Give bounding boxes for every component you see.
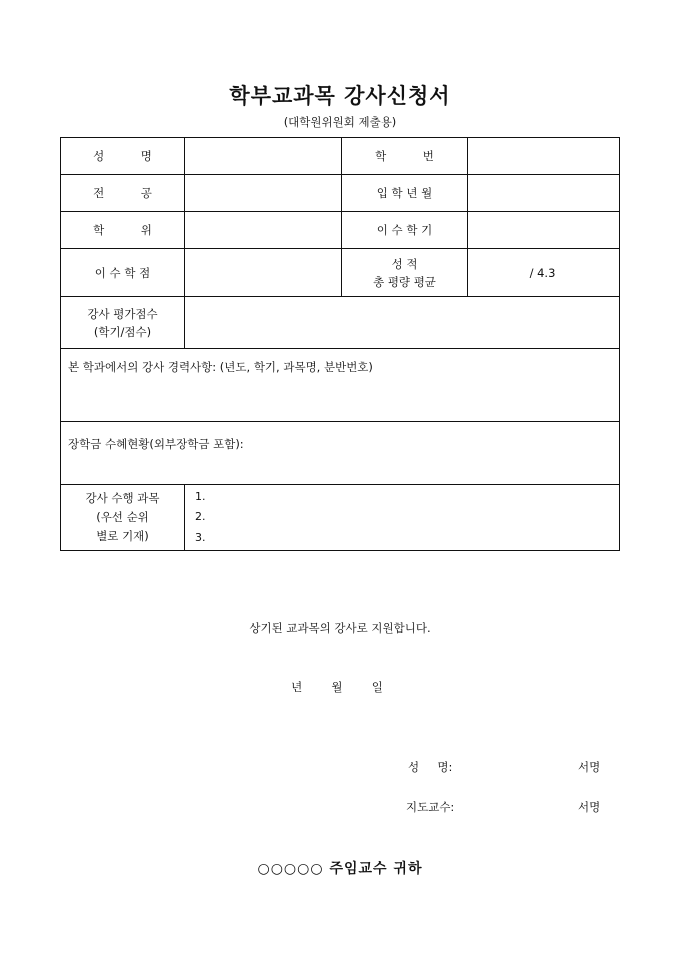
courses-label-line2: (우선 순위 xyxy=(96,510,149,524)
evaluation-label xyxy=(61,297,185,348)
form-row-courses xyxy=(61,485,619,550)
gpa-value: / 4.3 xyxy=(529,265,556,280)
major-field[interactable] xyxy=(185,175,342,211)
date-line: 년 월 일 xyxy=(291,680,383,694)
name-field[interactable] xyxy=(185,138,342,174)
applicant-label: 성 명: xyxy=(408,760,453,774)
advisor-signature[interactable]: 서명 xyxy=(578,800,601,814)
gpa-label xyxy=(342,249,468,296)
form-row-credits xyxy=(61,249,619,297)
application-form-table xyxy=(60,137,620,551)
degree-field[interactable] xyxy=(185,212,342,248)
applicant-signature[interactable]: 서명 xyxy=(578,760,601,774)
course-item-2: 2. xyxy=(195,510,206,524)
evaluation-field[interactable] xyxy=(185,297,619,348)
gpa-label-line1: 성 적 xyxy=(391,256,418,271)
advisor-label: 지도교수: xyxy=(406,800,455,814)
addressee: ○○○○○ 주임교수 귀하 xyxy=(257,861,423,877)
student-id-field[interactable] xyxy=(468,138,619,174)
form-row-scholarship xyxy=(61,422,619,485)
form-row-name xyxy=(61,138,619,175)
form-row-degree xyxy=(61,212,619,249)
gpa-field[interactable] xyxy=(468,249,619,296)
major-label: 전 공 xyxy=(61,175,185,211)
application-statement: 상기된 교과목의 강사로 지원합니다. xyxy=(249,621,431,635)
credits-field[interactable] xyxy=(185,249,342,296)
semesters-field[interactable] xyxy=(468,212,619,248)
form-row-experience xyxy=(61,349,619,422)
course-list xyxy=(195,485,206,550)
evaluation-label-line1: 강사 평가점수 xyxy=(87,306,158,321)
scholarship-label: 장학금 수혜현황(외부장학금 포함): xyxy=(68,437,244,451)
courses-field[interactable] xyxy=(185,485,619,550)
courses-label-line3: 별로 기재) xyxy=(96,529,149,543)
student-id-label: 학 번 xyxy=(342,138,468,174)
form-row-major xyxy=(61,175,619,212)
course-item-1: 1. xyxy=(195,490,206,504)
experience-label: 본 학과에서의 강사 경력사항: (년도, 학기, 과목명, 분반번호) xyxy=(68,360,373,374)
admission-date-field[interactable] xyxy=(468,175,619,211)
document-title: 학부교과목 강사신청서 xyxy=(229,83,451,108)
degree-label: 학 위 xyxy=(61,212,185,248)
courses-label-line1: 강사 수행 과목 xyxy=(85,491,160,505)
courses-label xyxy=(61,485,185,550)
form-row-evaluation xyxy=(61,297,619,349)
admission-date-label: 입 학 년 월 xyxy=(342,175,468,211)
semesters-label: 이 수 학 기 xyxy=(342,212,468,248)
course-item-3: 3. xyxy=(195,530,206,544)
gpa-label-line2: 총 평량 평균 xyxy=(373,274,436,289)
evaluation-label-line2: (학기/점수) xyxy=(93,324,152,339)
name-label: 성 명 xyxy=(61,138,185,174)
document-subtitle: (대학원위원회 제출용) xyxy=(283,115,397,129)
credits-label: 이 수 학 점 xyxy=(61,249,185,296)
